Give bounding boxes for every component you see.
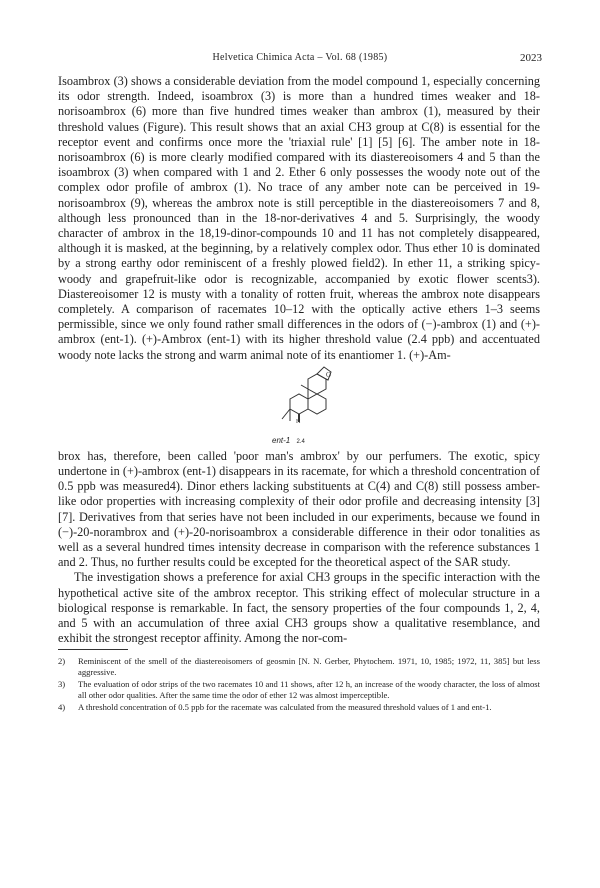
page-number: 2023	[520, 52, 542, 64]
paragraph-3: The investigation shows a preference for axial CH3 groups in the specific interaction with the hypothetical active site of the ambrox receptor. This striking effect of molecular structure in a biological response is remarkable. In fact, the sensory properties of the four compounds 1, 2, 4, and 5 with an accumulation of three axial CH3 groups show a qualitative resemblance, and exhibit the strongest receptor affinity. Among the nor-com-	[58, 570, 540, 646]
footnote-2	[58, 656, 540, 678]
footnote-3	[58, 679, 540, 701]
footnote-text: Reminiscent of the smell of the diastereoisomers of geosmin [N. N. Gerber, Phytochem. 1971, 10, 1985; 1972, 11, 385] but less aggressive.	[78, 655, 540, 677]
footnote-4	[58, 702, 540, 713]
footnote-mark: 3)	[58, 678, 66, 689]
svg-text:H: H	[296, 418, 301, 425]
article-body	[58, 74, 540, 715]
footnotes	[58, 656, 540, 714]
figure-caption	[272, 433, 305, 450]
footnote-rule	[58, 649, 128, 650]
running-head: Helvetica Chimica Acta – Vol. 68 (1985)	[212, 52, 388, 63]
figure-label: ent-1	[272, 435, 291, 445]
ent-1-structure-drawing	[268, 365, 332, 427]
paragraph-1: Isoambrox (3) shows a considerable deviation from the model compound 1, especially concerning its odor strength. Indeed, isoambrox (3) is more than a hundred times weaker and 18-norisoambrox (6) more than five hundred times weaker than ambrox (1), measured by their threshold values (Figure). This result shows that an axial CH3 group at C(8) is essential for the receptor event and confirms once more the 'triaxial rule' [1] [5] [6]. The amber note in 18-norisoambrox (6) is more clearly modified compared with its diastereoisomers 4 and 5 than the isoambrox (3) when compared with 1 and 2. Ether 6 only possesses the woody note out of the complex odor profile of ambrox (1). No trace of any amber note can be perceived in 19-norisoambrox (9), whereas the ambrox note is still perceptible in the diastereoisomers 7 and 8, although less pronounced than in the 18-nor-derivatives 4 and 5. Surprisingly, the woody character of ambrox in the 18,19-dinor-compounds 10 and 11 has not completely disappeared, although it is masked, at the beginning, by a relatively complex odor. Thus ether 10 is dominated by a strong earthy odor reminiscent of a freshly plowed field2). In ether 11, a striking spicy-woody and grapefruit-like odor is recognizable, accompanied by exotic flower scents3). Diastereoisomer 12 is musty with a tonality of rotten fruit, whereas the ambrox note disappears completely. A comparison of racemates 10–12 with the optically active ethers 1–3 seems permissible, since we only found rather small differences in the odors of (−)-ambrox (1) and (+)-ambrox (ent-1). (+)-Ambrox (ent-1) with its higher threshold value (2.4 ppb) and accentuated woody note lacks the strong and warm animal note of its enantiomer 1. (+)-Am-	[58, 74, 540, 362]
structure-figure	[58, 363, 540, 449]
figure-sublabel: 2.4	[296, 438, 305, 445]
paragraph-2: brox has, therefore, been called 'poor man's ambrox' by our perfumers. The exotic, spicy undertone in (+)-ambrox (ent-1) disappears in its racemate, for which a threshold concentration of 0.5 ppb was measured4). Dinor ethers lacking substituents at C(4) and C(8) still possess amber-like odor properties with increasing complexity of their odor profile and decreasing intensity [3] [7]. Derivatives from that series have not been included in our experiments, because we found in (−)-20-norambrox and (+)-20-norisoambrox a considerable difference in their odor tonalities as well as a several hundred times intensity decrease in comparison with the reference substances 1 and 2. Thus, no further results could be excepted for the theoretical aspect of the SAR study.	[58, 448, 540, 570]
footnote-text: A threshold concentration of 0.5 ppb for the racemate was calculated from the measured threshold values of 1 and ent-1.	[78, 702, 492, 713]
page-header	[0, 52, 600, 68]
footnote-text: The evaluation of odor strips of the two racemates 10 and 11 shows, after 12 h, an increase of the woody character, the loss of almost all other odor qualities. After the same time the odor of ether 12 was almost imperceptible.	[78, 678, 540, 701]
svg-text:O: O	[326, 370, 332, 379]
footnote-mark: 4)	[58, 702, 66, 713]
footnote-mark: 2)	[58, 655, 66, 666]
